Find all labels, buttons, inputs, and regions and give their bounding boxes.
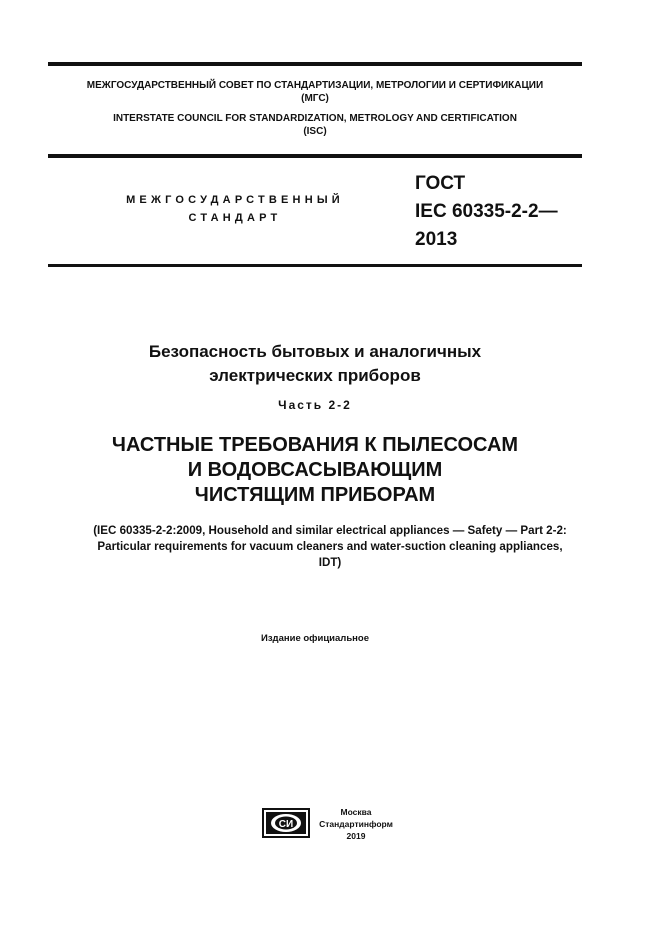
iec-reference-line3: IDT)	[318, 556, 342, 569]
part-label: Часть 2-2	[278, 398, 352, 412]
council-ru-line2: (МГС)	[301, 93, 329, 104]
subtitle-line1: ЧАСТНЫЕ ТРЕБОВАНИЯ К ПЫЛЕСОСАМ	[111, 434, 519, 456]
gost-designation	[415, 170, 558, 254]
gost-line3: 2013	[415, 229, 458, 250]
standard-label	[110, 191, 360, 227]
logo-letters: СИ	[278, 819, 294, 830]
main-title-line1: Безопасность бытовых и аналогичных	[148, 342, 482, 361]
designation-rule	[48, 264, 582, 267]
council-ru-line1: МЕЖГОСУДАРСТВЕННЫЙ СОВЕТ ПО СТАНДАРТИЗАЦИИ, МЕТРОЛОГИИ И СЕРТИФИКАЦИИ	[86, 80, 544, 91]
edition-label: Издание официальное	[261, 633, 369, 644]
publisher-year: 2019	[346, 831, 366, 841]
iec-reference-line2: Particular requirements for vacuum cleaners and water-suction cleaning appliances,	[97, 540, 563, 553]
subtitle	[48, 433, 582, 508]
standard-label-line1: МЕЖГОСУДАРСТВЕННЫЙ	[126, 194, 344, 206]
header-rule	[48, 154, 582, 158]
standartinform-logo-icon	[262, 808, 310, 838]
publisher-city: Москва	[340, 807, 372, 817]
council-en-line1: INTERSTATE COUNCIL FOR STANDARDIZATION, METROLOGY AND CERTIFICATION	[113, 113, 517, 124]
council-header	[48, 79, 582, 138]
gost-line2: IEC 60335-2-2—	[415, 201, 558, 222]
council-en-line2: (ISC)	[303, 126, 327, 137]
subtitle-line2: И ВОДОВСАСЫВАЮЩИМ	[187, 459, 443, 481]
iec-reference-line1: (IEC 60335-2-2:2009, Household and similar electrical appliances — Safety — Part 2-2:	[93, 524, 567, 537]
iec-reference	[20, 523, 640, 571]
subtitle-line3: ЧИСТЯЩИМ ПРИБОРАМ	[194, 484, 436, 506]
top-rule	[48, 62, 582, 66]
gost-line1: ГОСТ	[415, 173, 466, 194]
main-title	[48, 340, 582, 388]
standard-label-line2: СТАНДАРТ	[188, 212, 282, 224]
publisher-imprint	[306, 806, 406, 842]
publisher-name: Стандартинформ	[319, 819, 393, 829]
main-title-line2: электрических приборов	[209, 366, 421, 385]
